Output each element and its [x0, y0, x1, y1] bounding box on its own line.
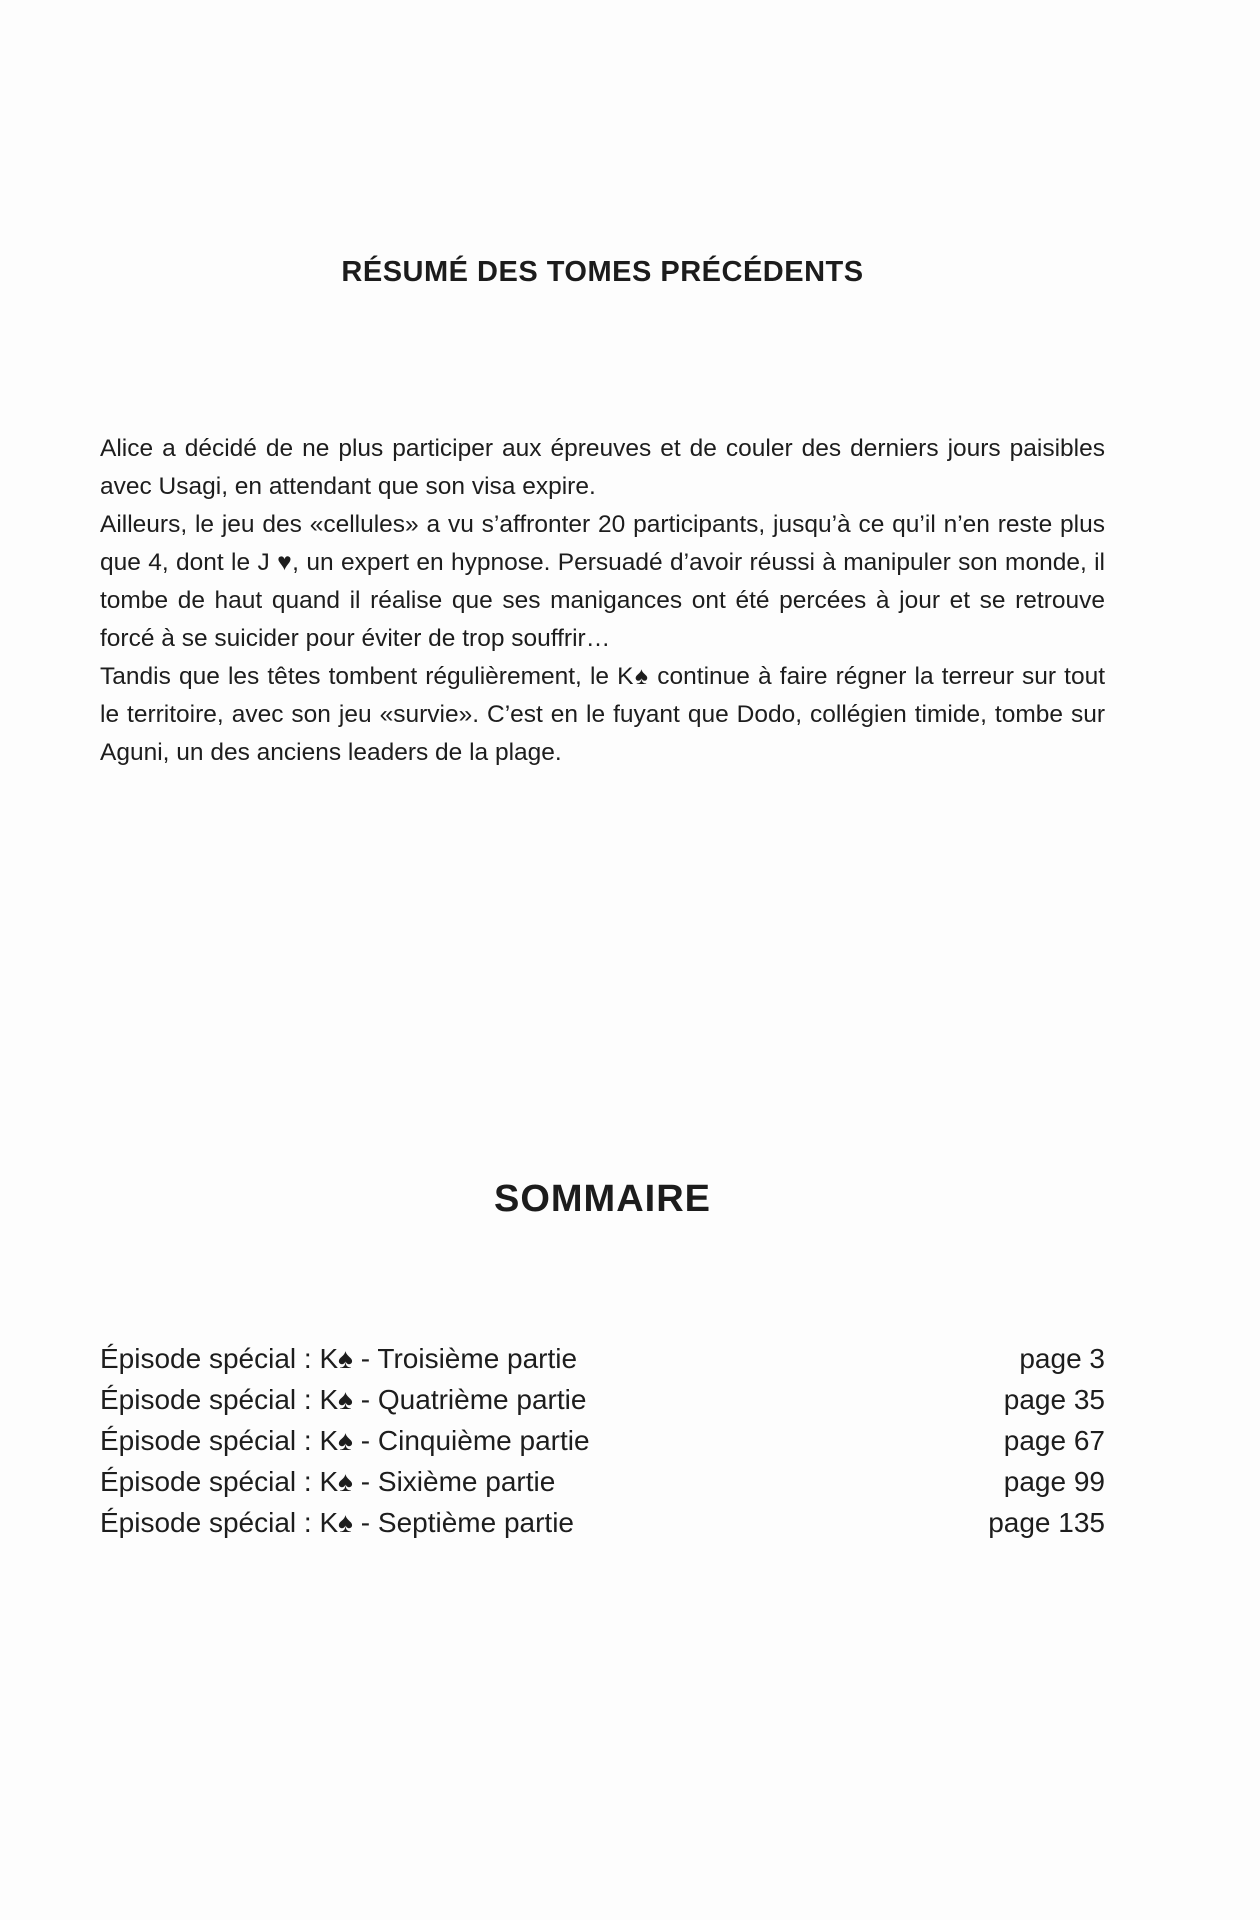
toc-entry	[100, 1420, 1105, 1461]
toc-entry-label: Épisode spécial : K♠ - Septième partie	[100, 1507, 575, 1538]
resume-paragraph-1: Alice a décidé de ne plus participer aux épreuves et de couler des derniers jours paisibles avec Usagi, en attendant que son visa expire.	[100, 435, 1105, 500]
sommaire-title: SOMMAIRE	[494, 1178, 711, 1220]
resume-paragraph-2: Ailleurs, le jeu des «cellules» a vu s’affronter 20 participants, jusqu’à ce qu’il n’en reste plus que 4, dont le J ♥, un expert en hypnose. Persuadé d’avoir réussi à manipuler son monde, il tombe de haut quand il réalise que ses manigances ont été percées à jour et se retrouve forcé à se suicider pour éviter de trop souffrir…	[100, 511, 1105, 652]
toc-entry-page: page 35	[1003, 1384, 1105, 1415]
toc-entry-page: page 135	[988, 1507, 1105, 1538]
toc-entry-label: Épisode spécial : K♠ - Cinquième partie	[100, 1425, 590, 1456]
toc-entry-label: Épisode spécial : K♠ - Quatrième partie	[100, 1384, 587, 1415]
toc-entry-label: Épisode spécial : K♠ - Sixième partie	[100, 1466, 556, 1497]
resume-paragraph-3: Tandis que les têtes tombent régulièrement, le K♠ continue à faire régner la terreur sur tout le territoire, avec son jeu «survie». C’est en le fuyant que Dodo, collégien timide, tombe sur Aguni, un des anciens leaders de la plage.	[100, 663, 1105, 766]
toc-entry-label: Épisode spécial : K♠ - Troisième partie	[100, 1343, 578, 1374]
resume-body	[100, 430, 1105, 772]
toc-entry-page: page 67	[1003, 1425, 1105, 1456]
table-of-contents	[100, 1338, 1105, 1543]
resume-title: RÉSUMÉ DES TOMES PRÉCÉDENTS	[341, 256, 864, 288]
toc-entry-page: page 3	[1019, 1343, 1105, 1374]
toc-entry	[100, 1338, 1105, 1379]
toc-entry	[100, 1379, 1105, 1420]
toc-entry	[100, 1502, 1105, 1543]
toc-entry	[100, 1461, 1105, 1502]
toc-entry-page: page 99	[1003, 1466, 1105, 1497]
